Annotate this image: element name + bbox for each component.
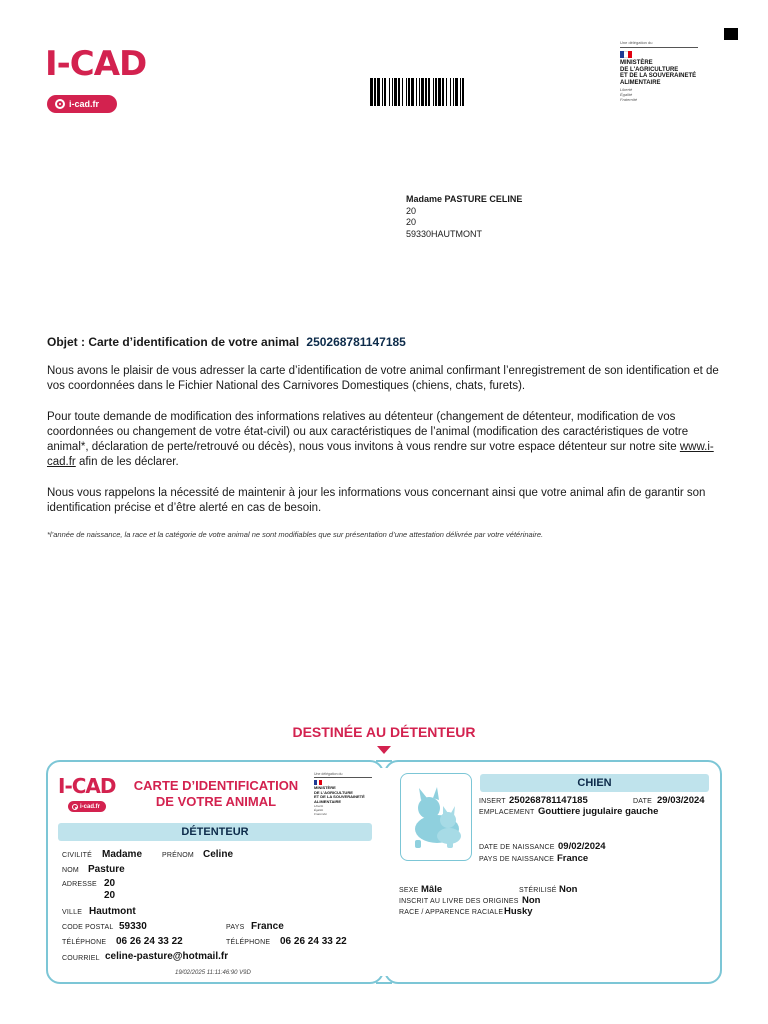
card-fold-bottom xyxy=(376,970,392,984)
barcode-bar xyxy=(435,78,437,106)
barcode-bar xyxy=(442,78,444,106)
barcode-bar xyxy=(411,78,414,106)
card-site-pill-text: i-cad.fr xyxy=(80,803,101,810)
code-postal-value: 59330 xyxy=(119,921,147,932)
barcode-bar xyxy=(462,78,464,106)
barcode-bar xyxy=(384,78,386,106)
recipient-line-1: 20 xyxy=(406,205,417,216)
subject-prefix: Objet : Carte d’identification de votre animal xyxy=(47,335,300,349)
icad-logo xyxy=(45,46,146,82)
nom-value: Pasture xyxy=(88,864,125,875)
recipient-line-2: 20 xyxy=(406,217,417,227)
courriel-value: celine-pasture@hotmail.fr xyxy=(105,951,229,962)
card-ministry-line-2: DE L'AGRICULTURE xyxy=(314,789,353,795)
card-ministry-block xyxy=(314,772,372,816)
prenom-value: Celine xyxy=(203,849,234,860)
recipient-name: Madame PASTURE CELINE xyxy=(406,194,523,204)
ministry-line-1: MINISTÈRE xyxy=(620,60,653,66)
holder-section-bar: DÉTENTEUR xyxy=(58,823,372,841)
pays-naissance-value: France xyxy=(557,853,589,864)
card-motto-1: Liberté xyxy=(314,804,324,808)
card-ministry-intro: Une délégation du xyxy=(314,772,372,778)
insert-label: INSERT xyxy=(479,798,506,805)
ministry-line-4: ALIMENTAIRE xyxy=(620,79,661,86)
race-value: Husky xyxy=(504,906,533,917)
barcode-bar xyxy=(455,78,458,106)
date-label: DATE xyxy=(633,798,652,805)
civilite-label: CIVILITÉ xyxy=(62,852,92,859)
barcode-bar xyxy=(392,78,393,106)
animal-illustration-box xyxy=(400,773,472,861)
ville-label: VILLE xyxy=(62,909,83,916)
card-title-line-2: DE VOTRE ANIMAL xyxy=(155,794,277,809)
barcode-bar xyxy=(453,78,454,106)
date-value: 29/03/2024 xyxy=(657,795,705,806)
sexe-label: SEXE xyxy=(399,887,419,894)
emplacement-value: Gouttiere jugulaire gauche xyxy=(538,806,659,817)
icad-website-link[interactable]: www.i-cad.fr xyxy=(47,441,714,468)
card-ministry-line-4: ALIMENTAIRE xyxy=(314,798,342,804)
date-naissance-value: 09/02/2024 xyxy=(558,841,606,852)
ministry-line-3: ET DE LA SOUVERAINETÉ xyxy=(620,73,697,79)
site-pill-text: i-cad.fr xyxy=(69,99,100,109)
sterilise-value: Non xyxy=(559,884,578,895)
animal-section-bar: CHIEN xyxy=(480,774,709,792)
destination-heading: DESTINÉE AU DÉTENTEUR xyxy=(292,724,476,740)
date-naissance-label: DATE DE NAISSANCE xyxy=(479,844,555,851)
card-title-line-1: CARTE D’IDENTIFICATION xyxy=(133,778,299,793)
sterilise-label: STÉRILISÉ xyxy=(519,887,557,894)
prenom-label: PRÉNOM xyxy=(162,852,194,859)
barcode-bar xyxy=(419,78,420,106)
barcode-bar xyxy=(438,78,441,106)
barcode-bar xyxy=(433,78,434,106)
barcode-bar xyxy=(389,78,390,106)
barcode xyxy=(370,78,467,106)
adresse-label: ADRESSE xyxy=(62,881,97,888)
barcode-bar xyxy=(402,78,403,106)
civilite-value: Madame xyxy=(102,849,143,860)
motto-2: Égalité xyxy=(620,92,633,97)
barcode-bar xyxy=(377,78,380,106)
footnote: *l’année de naissance, la race et la catégorie de votre animal ne sont modifiables que sur présentation d’une attestation délivrée par votre vétérinaire. xyxy=(47,530,544,539)
barcode-bar xyxy=(425,78,427,106)
registration-mark xyxy=(724,28,738,40)
motto-3: Fraternité xyxy=(620,97,638,102)
card-motto-2: Égalité xyxy=(314,808,324,812)
recipient-address xyxy=(406,194,522,240)
card-ministry-line-1: MINISTÈRE xyxy=(314,785,336,790)
dog-cat-icon xyxy=(401,774,470,859)
paragraph-1: Nous avons le plaisir de vous adresser la carte d’identification de votre animal confirmant l’enregistrement de son identification et de vos coordonnées dans le Fichier National des Carnivores Domestiques (chiens, chats, furets). xyxy=(47,365,719,392)
telephone-value: 06 26 24 33 22 xyxy=(116,936,183,947)
barcode-bar xyxy=(428,78,430,106)
lof-label: INSCRIT AU LIVRE DES ORIGINES xyxy=(399,898,519,905)
barcode-bar xyxy=(450,78,451,106)
code-postal-label: CODE POSTAL xyxy=(62,924,114,931)
pays-label: PAYS xyxy=(226,924,245,931)
adresse-line-1: 20 xyxy=(104,878,116,889)
nom-label: NOM xyxy=(62,867,79,874)
letter-subject xyxy=(47,335,406,349)
ministry-block xyxy=(620,40,698,102)
barcode-bar xyxy=(406,78,407,106)
french-flag-icon xyxy=(620,51,632,58)
barcode-bar xyxy=(398,78,400,106)
issue-timestamp: 19/02/2025 11:11:46:90 V9D xyxy=(175,970,251,976)
card-logo-text: I-CAD xyxy=(58,774,116,798)
barcode-bar xyxy=(446,78,447,106)
paragraph-2-end: afin de les déclarer. xyxy=(75,456,179,468)
paragraph-3: Nous vous rappelons la nécessité de maintenir à jour les informations vous concernant ainsi que votre animal afin de garantir son identification précise et d’être alerté en cas de besoin. xyxy=(47,487,706,514)
ministry-intro: Une délégation du xyxy=(620,40,698,48)
barcode-bar xyxy=(382,78,383,106)
emplacement-label: EMPLACEMENT xyxy=(479,809,535,816)
race-label: RACE / APPARENCE RACIALE xyxy=(399,909,504,916)
barcode-bar xyxy=(460,78,461,106)
adresse-line-2: 20 xyxy=(104,890,116,901)
barcode-bar xyxy=(421,78,424,106)
ville-value: Hautmont xyxy=(89,906,136,917)
location-icon xyxy=(55,99,65,109)
barcode-bar xyxy=(408,78,410,106)
insert-value: 250268781147185 xyxy=(509,795,588,806)
paragraph-2-text: Pour toute demande de modification des informations relatives au détenteur (changement de détenteur, modification de vos coordonnées ou changement de votre état-civil) ou aux caractéristiques de l’animal (modification des caractéristiques de votre animal*, déclaration de perte/retrouvé ou décès), nous vous invitons à vous rendre sur votre espace détenteur sur notre site xyxy=(47,411,689,453)
barcode-bar xyxy=(374,78,376,106)
card-location-icon xyxy=(72,804,78,810)
telephone-2-label: TÉLÉPHONE xyxy=(226,939,271,946)
courriel-label: COURRIEL xyxy=(62,955,100,962)
down-arrow-icon xyxy=(377,746,391,754)
sexe-value: Mâle xyxy=(421,884,443,895)
pays-naissance-label: PAYS DE NAISSANCE xyxy=(479,856,555,863)
recipient-city: 59330HAUTMONT xyxy=(406,228,483,239)
card-icad-logo xyxy=(58,775,116,797)
motto-1: Liberté xyxy=(620,87,633,92)
subject-number: 250268781147185 xyxy=(306,335,406,349)
barcode-bar xyxy=(370,78,373,106)
lof-value: Non xyxy=(522,895,541,906)
logo-text: I-CAD xyxy=(45,44,147,84)
telephone-label: TÉLÉPHONE xyxy=(62,939,107,946)
barcode-bar xyxy=(394,78,397,106)
paragraph-2 xyxy=(47,410,727,470)
card-ministry-line-3: ET DE LA SOUVERAINETÉ xyxy=(314,794,365,799)
card-site-pill xyxy=(68,801,106,812)
site-pill xyxy=(47,95,117,113)
telephone-2-value: 06 26 24 33 22 xyxy=(280,936,347,947)
ministry-line-2: DE L'AGRICULTURE xyxy=(620,66,679,73)
card-fold xyxy=(376,768,392,976)
card-motto-3: Fraternité xyxy=(314,812,327,816)
pays-value: France xyxy=(251,921,284,932)
card-title xyxy=(118,778,314,810)
barcode-bar xyxy=(416,78,417,106)
